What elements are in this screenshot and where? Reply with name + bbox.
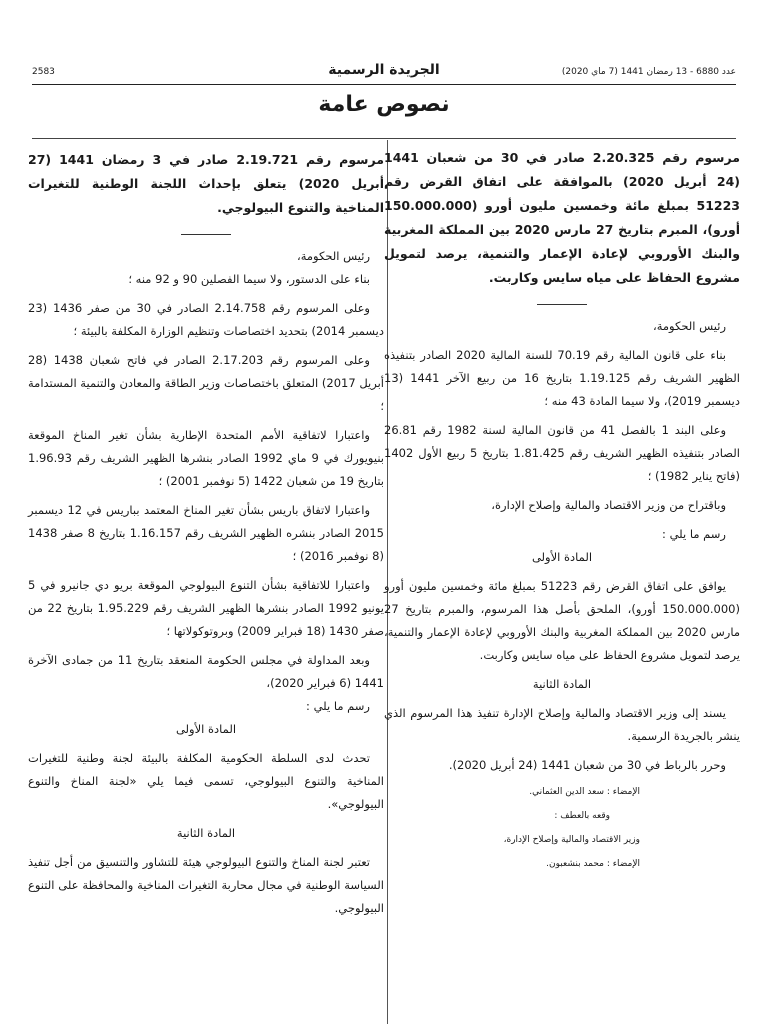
paragraph: وعلى المرسوم رقم 2.17.203 الصادر في فاتح شعبان 1438 (28 أبريل 2017) المتعلق باختصاصات وزير الطاقة والمعادن والتنمية المستدامة ؛ [28, 353, 384, 413]
separator [537, 304, 587, 305]
right-column [384, 146, 740, 873]
countersign-role: وزير الاقتصاد والمالية وإصلاح الإدارة، [503, 835, 640, 845]
paragraph: رئيس الحكومة، [653, 319, 726, 333]
signature: الإمضاء : سعد الدين العثماني. [529, 787, 640, 797]
separator [181, 234, 231, 235]
paragraph: تحدث لدى السلطة الحكومية المكلفة بالبيئة لجنة وطنية للتغيرات المناخية والتنوع البيولوجي، تسمى فيما يلي «لجنة المناخ والتنوع البيولوجي». [28, 751, 384, 811]
paragraph: واعتبارا لاتفاقية الأمم المتحدة الإطارية بشأن تغير المناخ الموقعة بنيويورك في 9 ماي 1992 الصادر بنشرها الظهير الشريف رقم 1.96.93 بتاريخ 19 من شعبان 1422 (5 نوفمبر 2001) ؛ [28, 428, 384, 488]
paragraph: رسم ما يلي : [662, 527, 726, 541]
article-heading: المادة الثانية [532, 677, 592, 691]
header-rule [32, 84, 736, 85]
paragraph: وبعد المداولة في مجلس الحكومة المنعقد بتاريخ 11 من جمادى الآخرة 1441 (6 فبراير 2020)، [28, 653, 384, 690]
paragraph: وباقتراح من وزير الاقتصاد والمالية وإصلاح الإدارة، [491, 498, 726, 512]
decree-title: مرسوم رقم 2.20.325 صادر في 30 من شعبان 1441 (24 أبريل 2020) بالموافقة على اتفاق القرض رقم 51223 بمبلغ مائة وخمسين مليون أورو (150.000.000 أورو)، المبرم بتاريخ 27 مارس 2020 بين المملكة المغربية والبنك الأوروبي لإعادة الإعمار والتنمية، يرصد لتمويل مشروع الحفاظ على مياه سايس وكاربت. [384, 150, 741, 285]
left-column [28, 148, 384, 920]
page-number: 2583 [32, 67, 55, 77]
paragraph: تعتبر لجنة المناخ والتنوع البيولوجي هيئة للتشاور والتنسيق من أجل تنفيذ السياسة الوطنية في مجال محاربة التغيرات المناخية والمحافظة على التنوع البيولوجي. [28, 855, 384, 915]
paragraph: بناء على قانون المالية رقم 70.19 للسنة المالية 2020 الصادر بتنفيذه الظهير الشريف رقم 1.19.125 بتاريخ 16 من ربيع الآخر 1441 (13 ديسمبر 2019)، ولا سيما المادة 43 منه ؛ [384, 348, 741, 408]
paragraph: رسم ما يلي : [306, 699, 370, 713]
paragraph: واعتبارا للاتفاقية بشأن التنوع البيولوجي الموقعة بريو دي جانيرو في 5 يونيو 1992 الصادر بنشرها الظهير الشريف رقم 1.95.229 بتاريخ 22 من صفر 1430 (18 فبراير 2009) وبروتوكولاتها ؛ [28, 578, 384, 638]
article-heading: المادة الأولى [531, 550, 593, 564]
paragraph: واعتبارا لاتفاق باريس بشأن تغير المناخ المعتمد بباريس في 12 ديسمبر 2015 الصادر بنشره الظهير الشريف رقم 1.16.157 بتاريخ 8 صفر 1438 (8 نوفمبر 2016) ؛ [28, 503, 384, 563]
countersign-label: وقعه بالعطف : [554, 811, 610, 821]
paragraph: وحرر بالرباط في 30 من شعبان 1441 (24 أبريل 2020). [448, 758, 726, 772]
countersign-name: الإمضاء : محمد بنشعبون. [546, 859, 640, 869]
paragraph: بناء على الدستور، ولا سيما الفصلين 90 و 92 منه ؛ [128, 272, 370, 286]
gazette-name: الجريدة الرسمية [328, 62, 440, 78]
paragraph: وعلى المرسوم رقم 2.14.758 الصادر في 30 من صفر 1436 (23 ديسمبر 2014) بتحديد اختصاصات وتنظيم الوزارة المكلفة بالبيئة ؛ [28, 301, 384, 338]
section-rule [32, 138, 736, 139]
issue-info: عدد 6880 - 13 رمضان 1441 (7 ماي 2020) [561, 67, 736, 77]
paragraph: وعلى البند 1 بالفصل 41 من قانون المالية لسنة 1982 رقم 26.81 الصادر بتنفيذه الظهير الشريف رقم 1.81.425 بتاريخ 5 ربيع الأول 1402 (فاتح يناير 1982) ؛ [384, 423, 740, 483]
article-heading: المادة الثانية [176, 826, 236, 840]
decree-title: مرسوم رقم 2.19.721 صادر في 3 رمضان 1441 (27 أبريل 2020) يتعلق بإحداث اللجنة الوطنية للتغيرات المناخية والتنوع البيولوجي. [28, 152, 384, 215]
article-heading: المادة الأولى [175, 722, 237, 736]
paragraph: رئيس الحكومة، [297, 249, 370, 263]
section-title: نصوص عامة [318, 92, 450, 117]
paragraph: يسند إلى وزير الاقتصاد والمالية وإصلاح الإدارة تنفيذ هذا المرسوم الذي ينشر بالجريدة الرسمية. [384, 706, 740, 743]
page-header [32, 62, 736, 82]
paragraph: يوافق على اتفاق القرض رقم 51223 بمبلغ مائة وخمسين مليون أورو (150.000.000 أورو)، الملحق بأصل هذا المرسوم، والمبرم بتاريخ 27 مارس 2020 بين المملكة المغربية والبنك الأوروبي لإعادة الإعمار والتنمية، يرصد لتمويل مشروع الحفاظ على مياه سايس وكاربت. [384, 579, 740, 662]
